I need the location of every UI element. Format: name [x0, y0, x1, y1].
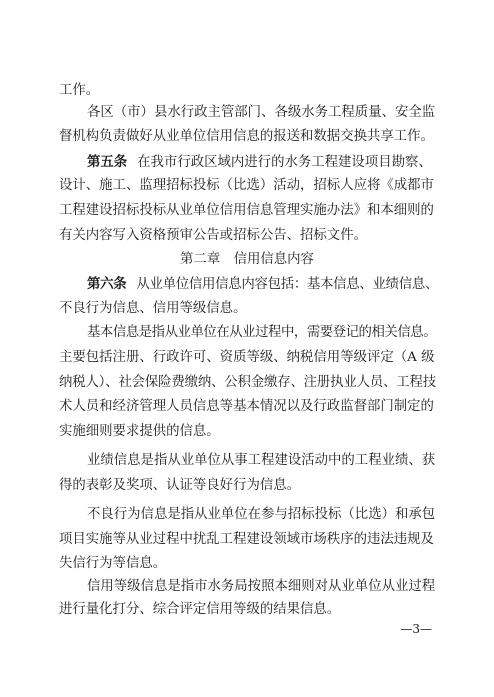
text-line: 工程建设招标投标从业单位信用信息管理实施办法》和本细则的 [59, 203, 434, 218]
text-line: 有关内容写入资格预审公告或招标公告、招标文件。 [59, 228, 367, 243]
text-line: 不良行为信息是指从业单位在参与招标投标（比选）和承包 [87, 507, 436, 522]
text-line: 主要包括注册、行政许可、资质等级、纳税信用等级评定（A 级 [59, 350, 435, 365]
page-number: —3— [400, 622, 432, 636]
text-line: 设计、施工、监理招标投标（比选）活动，招标人应将《成都市 [59, 178, 434, 193]
article-line [0, 152, 494, 173]
text-line: 信用等级信息是指市水务局按照本细则对从业单位从业过程 [87, 579, 436, 594]
article-heading: 第六条 [87, 276, 127, 292]
text-segment: 在我市行政区域内进行的水务工程建设项目勘察、 [137, 155, 432, 170]
text-line: 不良行为信息、信用等级信息。 [59, 301, 247, 316]
text-line: 进行量化打分、综合评定信用等级的结果信息。 [59, 602, 341, 617]
article-line [0, 274, 494, 295]
chapter-heading: 第二章 信用信息内容 [180, 252, 314, 267]
text-line: 基本信息是指从业单位在从业过程中，需要登记的相关信息。 [87, 325, 437, 340]
text-line: 纳税人）、社会保险费缴纳、公积金缴存、注册执业人员、工程技 [59, 375, 436, 390]
text-segment: 从业单位信用信息内容包括：基本信息、业绩信息、 [136, 277, 439, 292]
text-line: 业绩信息是指从业单位从事工程建设活动中的工程业绩、获 [87, 453, 436, 468]
text-line: 实施细则要求提供的信息。 [59, 424, 220, 439]
text-line: 各区（市）县水行政主管部门、各级水务工程质量、安全监 [87, 105, 436, 120]
text-line: 工作。 [59, 83, 100, 98]
text-line: 得的表彰及奖项、认证等良好行为信息。 [59, 478, 301, 493]
text-line: 项目实施等从业过程中扰乱工程建设领域市场秩序的违法违规及 [59, 532, 434, 547]
text-line: 失信行为等信息。 [59, 556, 167, 571]
text-line: 督机构负责做好从业单位信用信息的报送和数据交换共享工作。 [59, 129, 434, 144]
text-line: 术人员和经济管理人员信息等基本情况以及行政监督部门制定的 [59, 399, 434, 414]
article-heading: 第五条 [87, 154, 128, 170]
